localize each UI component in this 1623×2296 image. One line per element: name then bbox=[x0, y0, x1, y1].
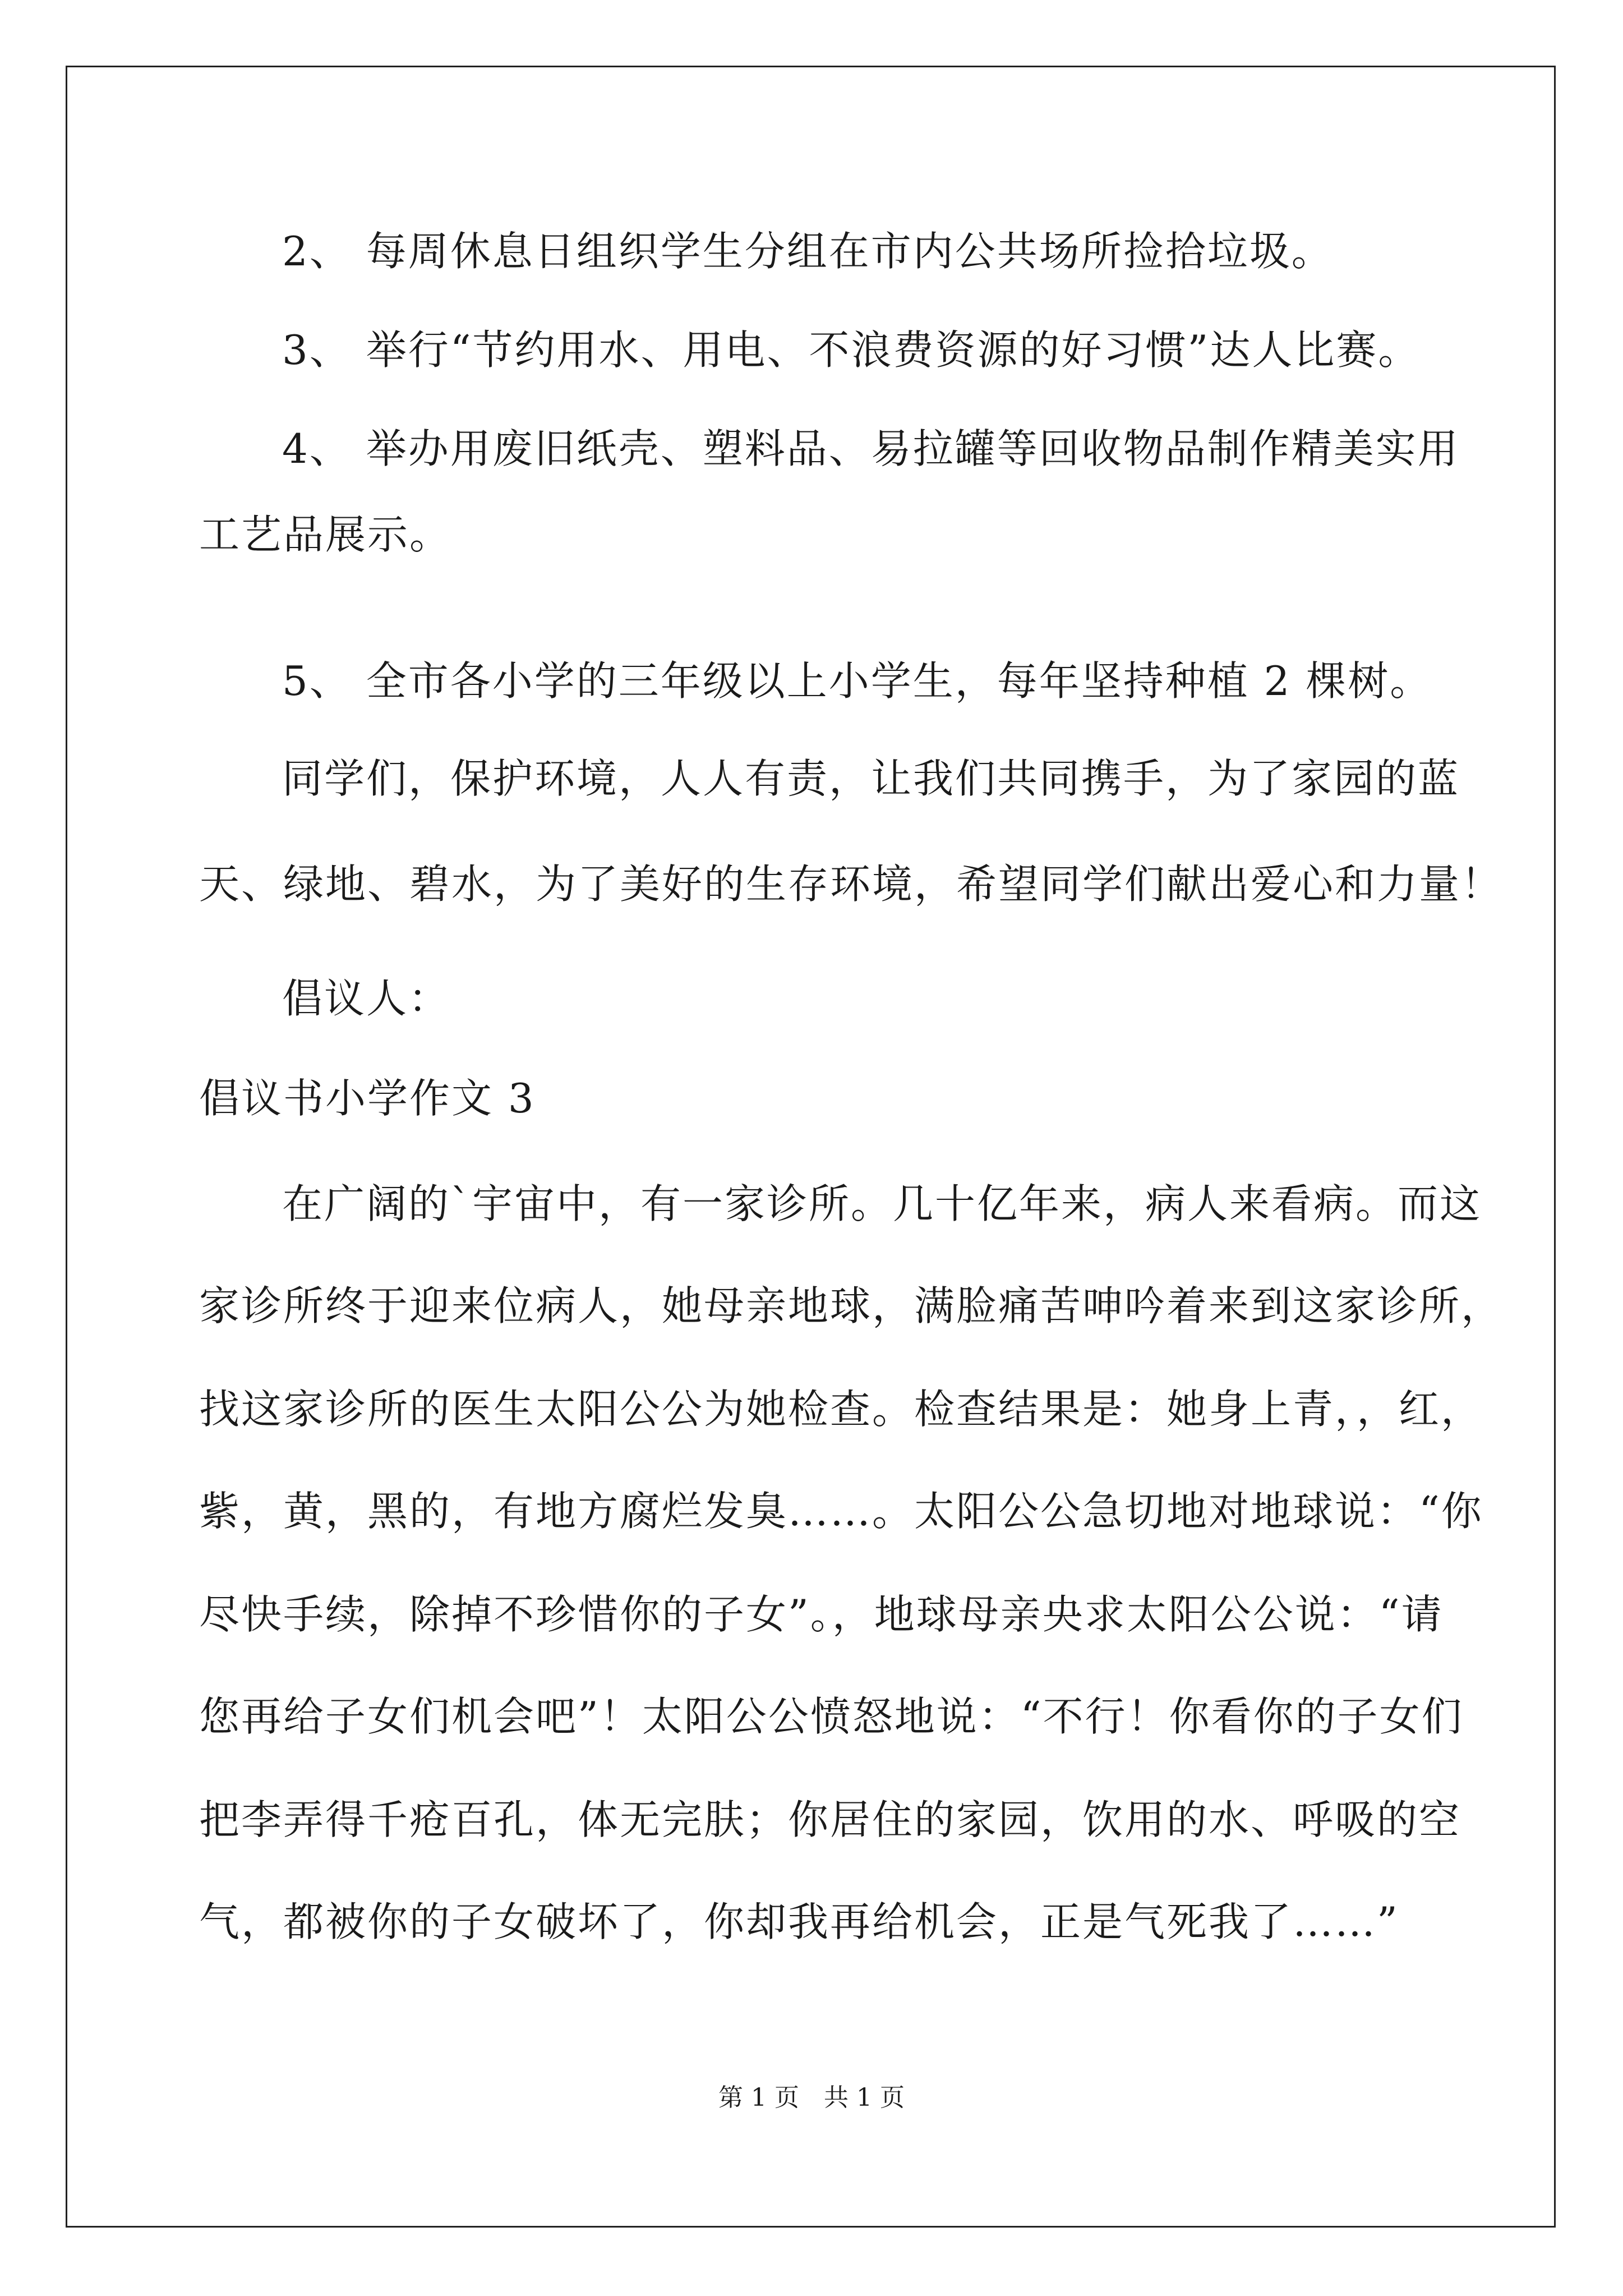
list-item-3: 3、 举行“节约用水、用电、不浪费资源的好习惯”达人比赛。 bbox=[282, 326, 1421, 374]
list-item-4: 4、 举办用废旧纸壳、塑料品、易拉罐等回收物品制作精美实用 bbox=[282, 425, 1460, 472]
section-heading: 倡议书小学作文 3 bbox=[199, 1075, 536, 1122]
paragraph-line: 在广阔的`宇宙中，有一家诊所。几十亿年来，病人来看病。而这 bbox=[282, 1180, 1482, 1227]
paragraph-line: 把李弄得千疮百孔，体无完肤；你居住的家园，饮用的水、呼吸的空 bbox=[199, 1796, 1461, 1843]
page-footer: 第 1 页 共 1 页 bbox=[718, 2083, 905, 2112]
paragraph-line: 家诊所终于迎来位病人，她母亲地球，满脸痛苦呻吟着来到这家诊所， bbox=[199, 1282, 1504, 1329]
signature-label: 倡议人： bbox=[282, 975, 451, 1022]
paragraph-line: 紫，黄，黑的，有地方腐烂发臭……。太阳公公急切地对地球说：“你 bbox=[199, 1488, 1483, 1535]
paragraph-line: 气，都被你的子女破坏了，你却我再给机会，正是气死我了……” bbox=[199, 1898, 1399, 1945]
list-item-2: 2、 每周休息日组织学生分组在市内公共场所捡拾垃圾。 bbox=[282, 228, 1334, 275]
paragraph-line: 您再给子女们机会吧”！太阳公公愤怒地说：“不行！你看你的子女们 bbox=[199, 1693, 1464, 1740]
paragraph-line: 天、绿地、碧水，为了美好的生存环境，希望同学们献出爱心和力量！ bbox=[199, 861, 1504, 908]
paragraph-line: 尽快手续，除掉不珍惜你的子女”。，地球母亲央求太阳公公说：“请 bbox=[199, 1591, 1444, 1638]
list-item-5: 5、 全市各小学的三年级以上小学生，每年坚持种植 2 棵树。 bbox=[282, 657, 1432, 705]
paragraph-line: 同学们，保护环境，人人有责，让我们共同携手，为了家园的蓝 bbox=[282, 755, 1460, 802]
list-item-4-continued: 工艺品展示。 bbox=[199, 511, 452, 558]
paragraph-line: 找这家诊所的医生太阳公公为她检查。检查结果是：她身上青，，红， bbox=[199, 1386, 1483, 1433]
